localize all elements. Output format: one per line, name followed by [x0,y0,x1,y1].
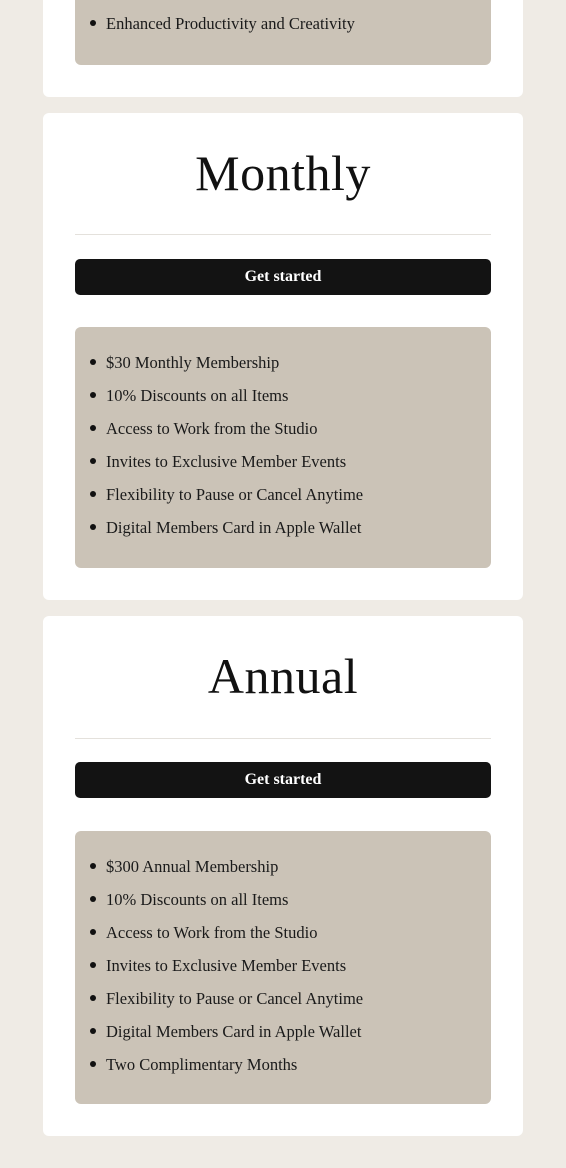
bullet-icon [90,20,96,26]
bullet-icon [90,458,96,464]
feature-item [106,883,491,916]
feature-text: Invites to Exclusive Member Events [106,452,347,471]
feature-item [106,1015,491,1048]
bullet-icon [90,1028,96,1034]
divider [75,234,491,235]
bullet-icon [90,863,96,869]
feature-text: $30 Monthly Membership [106,353,280,372]
feature-text: 10% Discounts on all Items [106,386,289,405]
feature-text: $300 Annual Membership [106,857,279,876]
bullet-icon [90,896,96,902]
feature-item [106,916,491,949]
feature-text: Enhanced Productivity and Creativity [106,14,355,33]
bullet-icon [90,425,96,431]
bullet-icon [90,392,96,398]
plan-card-annual [43,616,523,1136]
feature-panel [75,0,491,65]
divider [75,738,491,739]
plan-card-monthly [43,113,523,600]
feature-text: Digital Members Card in Apple Wallet [106,1022,362,1041]
bullet-icon [90,929,96,935]
bullet-icon [90,524,96,530]
feature-text: Flexibility to Pause or Cancel Anytime [106,485,364,504]
feature-item [106,982,491,1015]
feature-panel [75,327,491,568]
feature-text: Two Complimentary Months [106,1055,298,1074]
get-started-button-annual[interactable]: Get started [75,762,491,798]
feature-panel [75,831,491,1104]
get-started-button-monthly[interactable]: Get started [75,259,491,295]
plan-title: Monthly [195,145,371,201]
feature-item [106,850,491,883]
feature-item [106,1048,491,1081]
bullet-icon [90,995,96,1001]
feature-list [75,7,491,40]
feature-text: Access to Work from the Studio [106,923,318,942]
feature-list [75,346,491,544]
feature-item [106,511,491,544]
feature-text: 10% Discounts on all Items [106,890,289,909]
feature-item [106,412,491,445]
feature-item [106,478,491,511]
feature-item [106,7,491,40]
feature-item [106,346,491,379]
feature-item [106,445,491,478]
feature-list [75,850,491,1081]
feature-text: Digital Members Card in Apple Wallet [106,518,362,537]
feature-text: Flexibility to Pause or Cancel Anytime [106,989,364,1008]
feature-item [106,949,491,982]
bullet-icon [90,491,96,497]
plan-card-previous [43,0,523,97]
feature-text: Invites to Exclusive Member Events [106,956,347,975]
bullet-icon [90,359,96,365]
feature-text: Access to Work from the Studio [106,419,318,438]
bullet-icon [90,962,96,968]
feature-item [106,379,491,412]
bullet-icon [90,1061,96,1067]
plan-title: Annual [207,648,359,704]
